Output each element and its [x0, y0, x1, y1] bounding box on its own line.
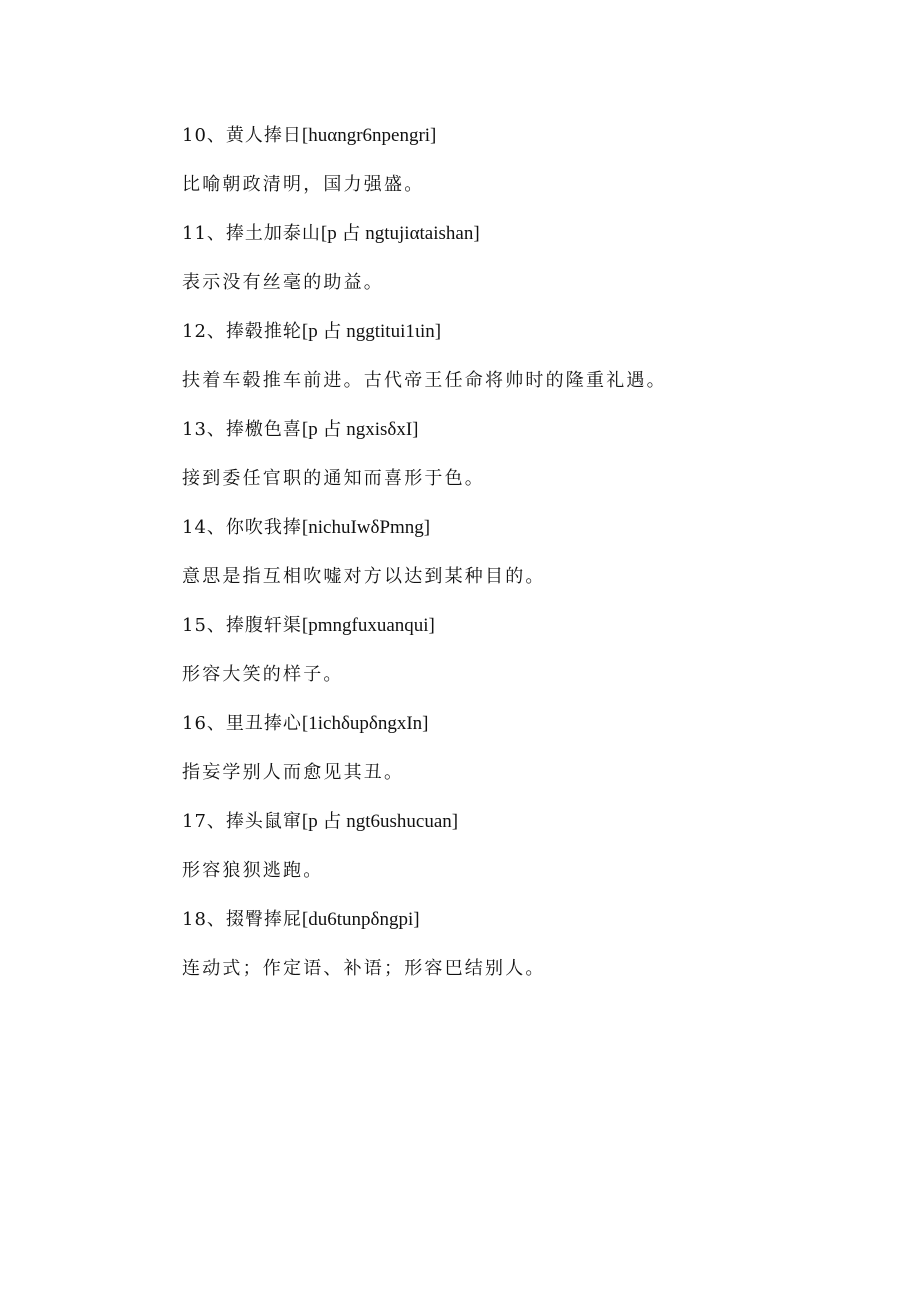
idiom-entry — [182, 412, 882, 510]
idiom-title: 18、掇臀捧屁 — [182, 909, 302, 930]
idiom-pinyin: [p 占 ngtujiαtaishan] — [320, 223, 480, 244]
idiom-title: 12、捧毂推轮 — [182, 321, 302, 342]
idiom-title: 11、捧土加泰山 — [182, 223, 321, 244]
idiom-pinyin: [huαngr6npengri] — [301, 125, 437, 146]
idiom-heading — [182, 118, 882, 167]
idiom-pinyin: [du6tunpδngpi] — [301, 909, 420, 930]
idiom-list — [182, 118, 882, 1000]
idiom-heading — [182, 412, 882, 461]
idiom-definition: 接到委任官职的通知而喜形于色。 — [182, 468, 485, 489]
idiom-entry — [182, 314, 882, 412]
idiom-entry — [182, 216, 882, 314]
idiom-title: 13、捧檄色喜 — [182, 419, 302, 440]
idiom-pinyin: [p 占 ngt6ushucuan] — [301, 811, 459, 832]
idiom-pinyin: [p 占 ngxisδxI] — [301, 419, 419, 440]
idiom-heading — [182, 216, 882, 265]
idiom-entry — [182, 510, 882, 608]
idiom-definition: 比喻朝政清明，国力强盛。 — [182, 174, 425, 195]
idiom-entry — [182, 118, 882, 216]
idiom-title: 10、黄人捧日 — [182, 125, 302, 146]
idiom-pinyin: [1ichδupδngxIn] — [301, 713, 429, 734]
idiom-definition: 连动式；作定语、补语；形容巴结别人。 — [182, 958, 546, 979]
idiom-entry — [182, 706, 882, 804]
idiom-heading — [182, 314, 882, 363]
idiom-pinyin: [nichuIwδPmng] — [301, 517, 431, 538]
idiom-heading — [182, 608, 882, 657]
idiom-title: 14、你吹我捧 — [182, 517, 302, 538]
idiom-entry — [182, 608, 882, 706]
idiom-definition: 指妄学别人而愈见其丑。 — [182, 762, 405, 783]
idiom-title: 15、捧腹轩渠 — [182, 615, 302, 636]
idiom-definition: 表示没有丝毫的助益。 — [182, 272, 384, 293]
idiom-definition: 意思是指互相吹嘘对方以达到某种目的。 — [182, 566, 546, 587]
idiom-title: 16、里丑捧心 — [182, 713, 302, 734]
idiom-heading — [182, 804, 882, 853]
idiom-heading — [182, 510, 882, 559]
idiom-definition: 形容大笑的样子。 — [182, 664, 344, 685]
idiom-title: 17、捧头鼠窜 — [182, 811, 302, 832]
idiom-heading — [182, 902, 882, 951]
idiom-pinyin: [pmngfuxuanqui] — [301, 615, 435, 636]
idiom-pinyin: [p 占 nggtitui1ιin] — [301, 321, 442, 342]
idiom-definition: 扶着车毂推车前进。古代帝王任命将帅时的隆重礼遇。 — [182, 370, 667, 391]
idiom-definition: 形容狼狈逃跑。 — [182, 860, 324, 881]
idiom-heading — [182, 706, 882, 755]
idiom-entry — [182, 804, 882, 902]
idiom-entry — [182, 902, 882, 1000]
